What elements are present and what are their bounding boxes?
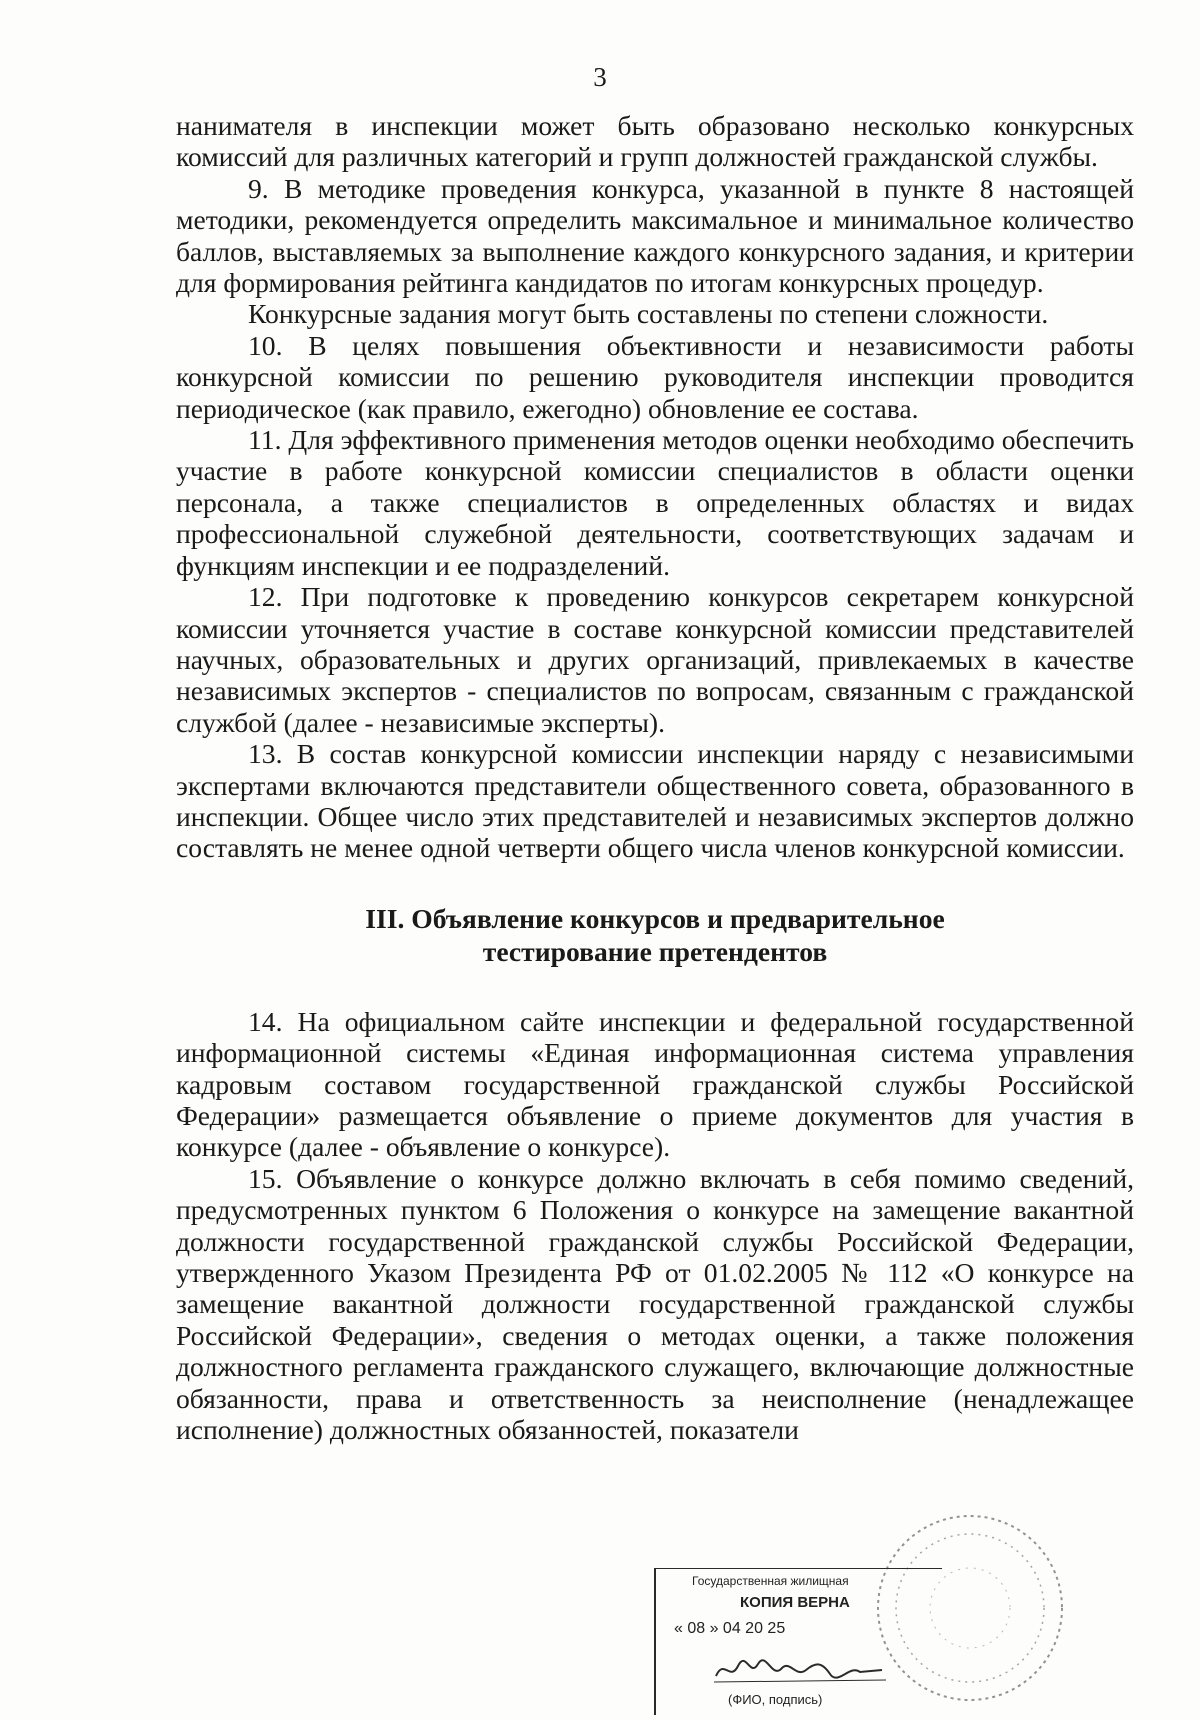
paragraph: 9. В методике проведения конкурса, указанной в пункте 8 настоящей методики, рекомендуется определить максимальное и минимальное количество баллов, выставляемых за выполнение каждого конкурсного задания, и критерии для формирования рейтинга кандидатов по итогам конкурсных процедур. xyxy=(176,172,1134,299)
round-seal-icon xyxy=(870,1508,1070,1708)
paragraph: 13. В состав конкурсной комиссии инспекции наряду с независимыми экспертами включаются представители общественного совета, образованного в инспекции. Общее число этих представителей и независимых экспертов должно составлять не менее одной четверти общего числа членов конкурсной комиссии. xyxy=(176,738,1134,864)
paragraph: 15. Объявление о конкурсе должно включать в себя помимо сведений, предусмотренных пунктом 6 Положения о конкурсе на замещение вакантной должности государственной гражданской службы Российской Федерации, утвержденного Указом Президента РФ от 01.02.2005 № 112 «О конкурсе на замещение вакантной должности государственной гражданской службы Российской Федерации», сведения о методах оценки, а также положения должностного регламента гражданского служащего, включающие должностные обязанности, права и ответственность за неисполнение (ненадлежащее исполнение) должностных обязанностей, показатели xyxy=(176,1162,1134,1446)
paragraph: 11. Для эффективного применения методов оценки необходимо обеспечить участие в работе конкурсной комиссии специалистов в области оценки персонала, а также специалистов в определенных областях и видах профессиональной служебной деятельности, соответствующих задачам и функциям инспекции и ее подразделений. xyxy=(176,424,1134,581)
section-heading xyxy=(176,902,1134,968)
paragraph: 14. На официальном сайте инспекции и федеральной государственной информационной системы «Единая информационная система управления кадровым составом государственной гражданской службы Российской Федерации» размещается объявление о приеме документов для участия в конкурсе (далее - объявление о конкурсе). xyxy=(176,1005,1134,1163)
handwritten-signature-icon xyxy=(710,1652,890,1686)
paragraph: нанимателя в инспекции может быть образовано несколько конкурсных комиссий для различных категорий и групп должностей гражданской службы. xyxy=(176,110,1134,173)
paragraph: 12. При подготовке к проведению конкурсов секретарем конкурсной комиссии уточняется участие в составе конкурсной комиссии представителей научных, образовательных и других организаций, привлекаемых в качестве независимых экспертов - специалистов по вопросам, связанным с гражданской службой (далее - независимые эксперты). xyxy=(176,581,1134,738)
stamp-copy-label: КОПИЯ ВЕРНА xyxy=(740,1594,850,1611)
paragraphs-before-heading xyxy=(176,110,1134,864)
section-heading-line-1: III. Объявление конкурсов и предварительное xyxy=(365,902,945,934)
document-body xyxy=(176,110,1134,1445)
paragraphs-after-heading xyxy=(176,1006,1134,1446)
paragraph: Конкурсные задания могут быть составлены по степени сложности. xyxy=(248,298,1049,330)
stamp-date: « 08 » 04 20 25 xyxy=(674,1620,786,1637)
stamp-organization: Государственная жилищная xyxy=(692,1574,849,1588)
paragraph: 10. В целях повышения объективности и независимости работы конкурсной комиссии по решению руководителя инспекции проводится периодическое (как правило, ежегодно) обновление ее состава. xyxy=(176,329,1134,424)
section-heading-line-2: тестирование претендентов xyxy=(482,935,828,967)
page-number: 3 xyxy=(593,62,607,92)
stamp-signature-caption: (ФИО, подпись) xyxy=(728,1692,823,1707)
